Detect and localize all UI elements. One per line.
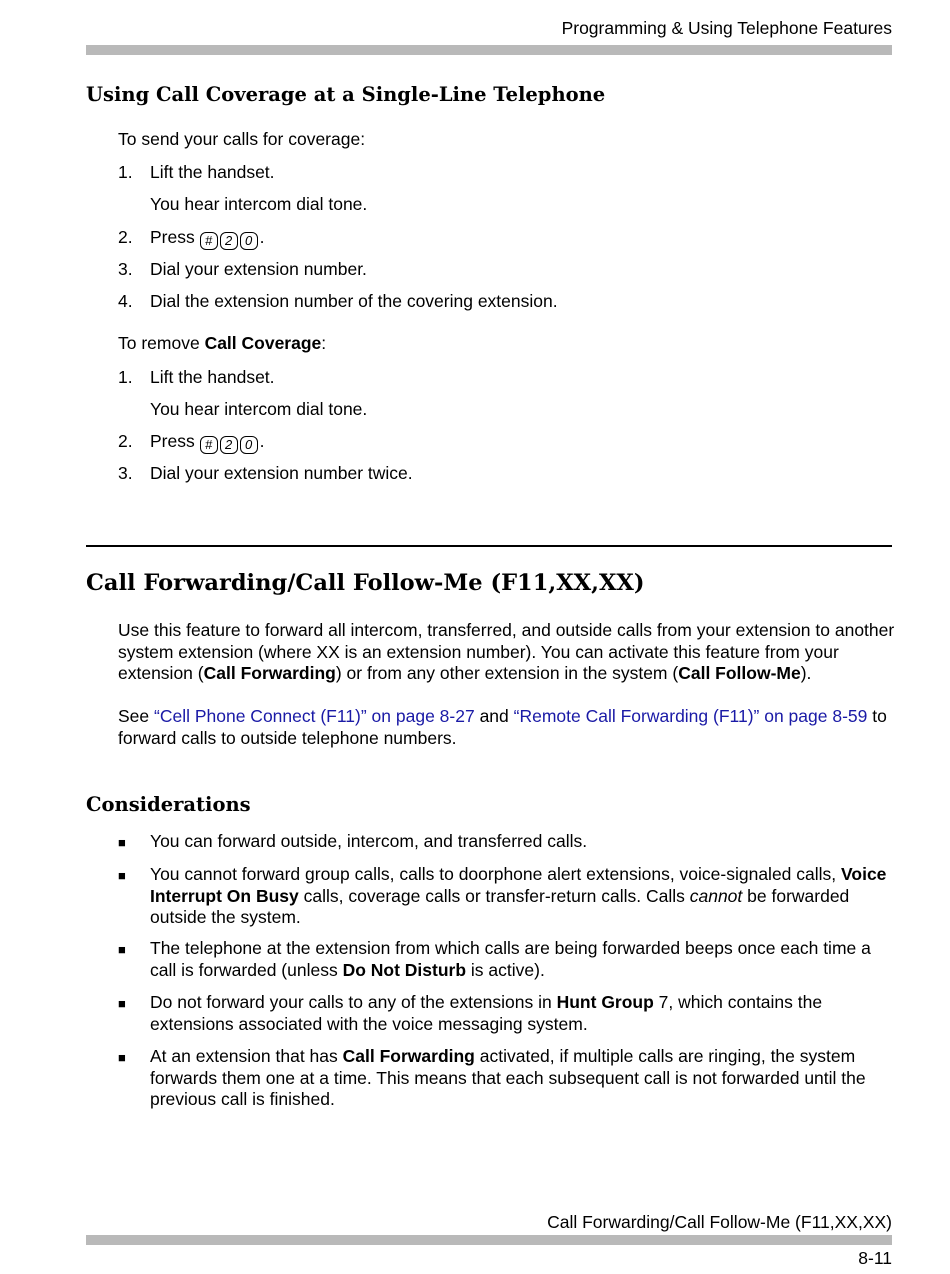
- remove-step-1-text: Lift the handset.: [150, 367, 275, 387]
- period: .: [259, 227, 265, 247]
- p2-text-a: See: [118, 706, 154, 726]
- remove-step-2-num: 2.: [118, 431, 133, 451]
- link-cell-phone-connect[interactable]: “Cell Phone Connect (F11)” on page 8-27: [154, 706, 475, 726]
- see-also-paragraph: [118, 706, 898, 749]
- remove-step-3-text: Dial your extension number twice.: [150, 463, 413, 483]
- consideration-4: [150, 992, 895, 1035]
- key-0: 0: [240, 436, 258, 454]
- bullet-icon: ■: [118, 835, 126, 850]
- press-label: Press: [150, 227, 195, 247]
- send-step-4-num: 4.: [118, 291, 133, 311]
- b2-italic: cannot: [689, 885, 743, 906]
- b3-text-a: The telephone at the extension from which calls are being forwarded beeps once each time a call is forwarded (unless: [150, 938, 871, 980]
- send-step-2-num: 2.: [118, 227, 133, 247]
- forwarding-heading: Call Forwarding/Call Follow-Me (F11,XX,XX): [86, 570, 645, 596]
- b5-text-b: activated, if multiple calls are ringing, the system forwards them one at a time. This means that each subsequent call is not forwarded until the previous call is finished.: [150, 1046, 866, 1109]
- remove-step-1-note: You hear intercom dial tone.: [150, 399, 368, 419]
- page-number: 8-11: [858, 1248, 892, 1268]
- p2-text-b: and: [474, 706, 514, 726]
- section-divider: [86, 545, 892, 547]
- send-intro: To send your calls for coverage:: [118, 129, 366, 149]
- send-step-1-text: Lift the handset.: [150, 162, 275, 182]
- p1-bold-call-follow-me: Call Follow-Me: [678, 663, 801, 683]
- period: .: [259, 431, 265, 451]
- remove-intro-prefix: To remove: [118, 333, 205, 353]
- b3-text-b: is active).: [466, 959, 545, 980]
- header-bar: [86, 45, 892, 55]
- b2-text-a: You cannot forward group calls, calls to doorphone alert extensions, voice-signaled calls,: [150, 864, 842, 884]
- send-step-4-text: Dial the extension number of the covering extension.: [150, 291, 558, 311]
- running-header: Programming & Using Telephone Features: [561, 18, 892, 38]
- remove-intro-bold: Call Coverage: [204, 333, 322, 353]
- running-footer: Call Forwarding/Call Follow-Me (F11,XX,XX): [547, 1212, 892, 1232]
- bullet-icon: ■: [118, 1050, 126, 1065]
- key-2: 2: [220, 436, 238, 454]
- bullet-icon: ■: [118, 868, 126, 883]
- b5-bold: Call Forwarding: [342, 1046, 475, 1066]
- key-pound: #: [200, 436, 218, 454]
- bullet-icon: ■: [118, 942, 126, 957]
- p1-text-d: ).: [800, 663, 812, 683]
- p2-text-c: to forward calls to outside telephone numbers.: [118, 706, 887, 748]
- p1-text-a: Use this feature to forward all intercom, transferred, and outside calls from your extension to another system extension (where XX is an extension number). You can activate this feature from your extension (: [118, 620, 895, 683]
- key-pound: #: [200, 232, 218, 250]
- considerations-heading: Considerations: [86, 793, 251, 816]
- send-step-3-text: Dial your extension number.: [150, 259, 367, 279]
- remove-step-2-text: [150, 430, 264, 454]
- key-0: 0: [240, 232, 258, 250]
- consideration-1: You can forward outside, intercom, and transferred calls.: [150, 831, 588, 851]
- forwarding-description: [118, 620, 898, 685]
- b4-bold: Hunt Group: [556, 992, 654, 1012]
- b4-text-a: Do not forward your calls to any of the extensions in: [150, 992, 557, 1012]
- send-step-1-num: 1.: [118, 162, 133, 182]
- consideration-2: [150, 864, 895, 929]
- send-step-3-num: 3.: [118, 259, 133, 279]
- b2-text-b: calls, coverage calls or transfer-return calls. Calls: [298, 885, 690, 906]
- remove-intro-suffix: :: [321, 333, 327, 353]
- p1-bold-call-forwarding: Call Forwarding: [203, 663, 336, 683]
- footer-bar: [86, 1235, 892, 1245]
- b5-text-a: At an extension that has: [150, 1046, 343, 1066]
- b4-text-b: 7, which contains the extensions associated with the voice messaging system.: [150, 992, 823, 1034]
- remove-step-3-num: 3.: [118, 463, 133, 483]
- b3-bold: Do Not Disturb: [342, 959, 467, 980]
- link-remote-call-forwarding[interactable]: “Remote Call Forwarding (F11)” on page 8-59: [513, 706, 868, 726]
- key-2: 2: [220, 232, 238, 250]
- remove-step-1-num: 1.: [118, 367, 133, 387]
- p1-text-c: ) or from any other extension in the system (: [335, 663, 679, 683]
- b2-bold: Voice Interrupt On Busy: [150, 864, 887, 906]
- bullet-icon: ■: [118, 996, 126, 1011]
- single-line-heading: Using Call Coverage at a Single-Line Telephone: [86, 83, 606, 106]
- consideration-3: [150, 938, 895, 981]
- consideration-5: [150, 1046, 895, 1111]
- send-step-1-note: You hear intercom dial tone.: [150, 194, 368, 214]
- remove-intro: [118, 333, 326, 355]
- b2-text-c: be forwarded outside the system.: [150, 885, 850, 927]
- press-label: Press: [150, 431, 195, 451]
- send-step-2-text: [150, 226, 264, 250]
